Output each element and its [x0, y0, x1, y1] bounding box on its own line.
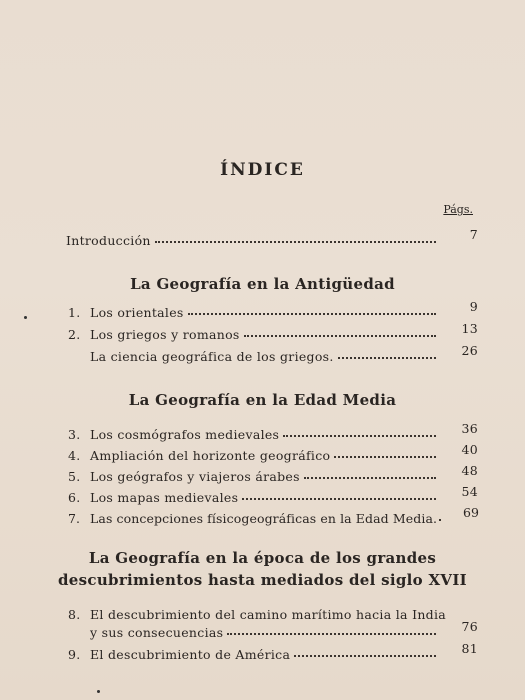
index-title: ÍNDICE [220, 160, 305, 180]
entry-page-number: 26 [461, 343, 478, 358]
entry-page-number: 40 [461, 442, 478, 457]
toc-entry[interactable] [68, 300, 478, 320]
entry-label: Ampliación del horizonte geográfico [90, 448, 331, 463]
entry-label: Los geógrafos y viajeros árabes [90, 469, 300, 484]
toc-entry[interactable] [68, 602, 478, 622]
entry-number: 6. [68, 490, 81, 505]
toc-subentry[interactable] [90, 344, 478, 364]
entry-page-number: 48 [461, 463, 478, 478]
entry-page-number: 13 [461, 321, 478, 336]
section-heading-discoveries-line1: La Geografía en la época de los grandes [88, 549, 437, 567]
entry-label: Los cosmógrafos medievales [90, 427, 280, 442]
entry-page-number: 36 [461, 421, 478, 436]
entry-page-number: 9 [469, 299, 478, 314]
dot-leader [304, 477, 436, 479]
toc-entry[interactable] [68, 443, 478, 463]
entry-label: Las concepciones físicogeográficas en la Edad Media. [90, 511, 438, 526]
entry-label: Los mapas medievales [90, 490, 239, 505]
dot-leader [244, 335, 436, 337]
section-heading-antiquity: La Geografía en la Antigüedad [130, 275, 395, 293]
section-heading-middle-ages: La Geografía en la Edad Media [128, 391, 397, 409]
entry-number: 2. [68, 327, 81, 342]
entry-label: Introducción [66, 233, 151, 248]
toc-entry[interactable] [68, 485, 478, 505]
dot-leader [283, 435, 436, 437]
dot-leader [188, 313, 436, 315]
entry-label: Los orientales [90, 305, 184, 320]
entry-label: Los griegos y romanos [90, 327, 240, 342]
dot-leader [338, 357, 436, 359]
toc-entry[interactable] [68, 322, 478, 342]
entry-number: 1. [68, 305, 81, 320]
section-heading-discoveries-line2: descubrimientos hasta mediados del siglo XVII [58, 571, 467, 589]
dot-leader [227, 633, 436, 635]
entry-number: 5. [68, 469, 81, 484]
dot-leader [294, 655, 436, 657]
toc-entry[interactable] [68, 642, 478, 662]
entry-label: El descubrimiento del camino marítimo hacia la India [90, 607, 447, 622]
entry-number: 3. [68, 427, 81, 442]
entry-page-number: 7 [469, 227, 478, 242]
entry-page-number: 76 [461, 619, 478, 634]
entry-label: La ciencia geográfica de los griegos. [90, 349, 334, 364]
entry-number: 7. [68, 511, 81, 526]
entry-page-number: 54 [461, 484, 478, 499]
paper-speck [97, 690, 100, 693]
toc-entry-introduction[interactable] [66, 228, 478, 248]
entry-page-number: 69 [462, 505, 480, 520]
entry-page-number: 81 [461, 641, 478, 656]
dot-leader [242, 498, 436, 500]
paper-speck [24, 316, 27, 319]
entry-label: El descubrimiento de América [90, 647, 291, 662]
toc-entry[interactable] [68, 422, 478, 442]
toc-entry[interactable] [68, 464, 478, 484]
toc-entry[interactable] [68, 506, 478, 526]
entry-number: 8. [68, 607, 81, 622]
pages-column-label: Págs. [443, 203, 473, 216]
dot-leader [155, 241, 436, 243]
entry-number: 4. [68, 448, 81, 463]
entry-label-continuation: y sus consecuencias [90, 625, 224, 640]
dot-leader [439, 519, 441, 521]
dot-leader [334, 456, 436, 458]
toc-entry-continuation[interactable] [90, 620, 478, 640]
entry-number: 9. [68, 647, 81, 662]
